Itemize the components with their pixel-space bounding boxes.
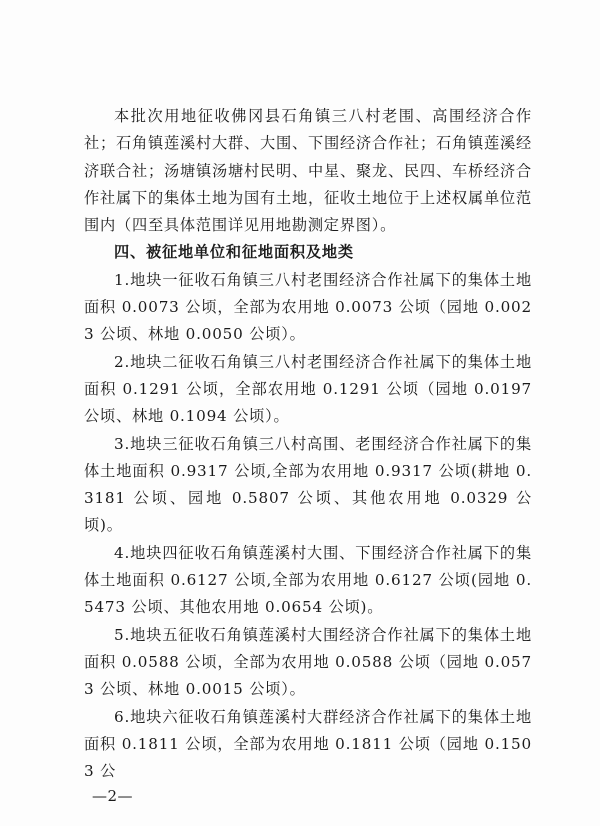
parcel-item-1: 1.地块一征收石角镇三八村老围经济合作社属下的集体土地面积 0.0073 公顷，全部为农用地 0.0073 公顷（园地 0.0023 公顷、林地 0.0050 公顷）。	[84, 270, 532, 344]
parcel-item-2: 2.地块二征收石角镇三八村老围经济合作社属下的集体土地面积 0.1291 公顷，全部农用地 0.1291 公顷（园地 0.0197 公顷、林地 0.1094 公顷）。	[84, 352, 532, 426]
parcel-item-5: 5.地块五征收石角镇莲溪村大围经济合作社属下的集体土地面积 0.0588 公顷，全部为农用地 0.0588 公顷（园地 0.0573 公顷、林地 0.0015 公顷）。	[84, 625, 532, 699]
parcel-item-3: 3.地块三征收石角镇三八村高围、老围经济合作社属下的集体土地面积 0.9317 公顷,全部为农用地 0.9317 公顷(耕地 0.3181 公顷、园地 0.5807 公顷、其他农用地 0.0329 公顷)。	[84, 434, 532, 535]
document-body	[84, 103, 532, 785]
page-number: —2—	[92, 787, 134, 805]
intro-paragraph: 本批次用地征收佛冈县石角镇三八村老围、高围经济合作社；石角镇莲溪村大群、大围、下围经济合作社；石角镇莲溪经济联合社；汤塘镇汤塘村民明、中星、聚龙、民四、车桥经济合作社属下的集体土地为国有土地，征收土地位于上述权属单位范围内（四至具体范围详见用地勘测定界图）。	[84, 107, 532, 235]
parcel-item-4: 4.地块四征收石角镇莲溪村大围、下围经济合作社属下的集体土地面积 0.6127 公顷,全部为农用地 0.6127 公顷(园地 0.5473 公顷、其他农用地 0.0654 公顷)。	[84, 543, 532, 617]
parcel-item-6: 6.地块六征收石角镇莲溪村大群经济合作社属下的集体土地面积 0.1811 公顷，全部为农用地 0.1811 公顷（园地 0.1503 公	[84, 707, 532, 781]
section-heading: 四、被征地单位和征地面积及地类	[114, 243, 354, 262]
